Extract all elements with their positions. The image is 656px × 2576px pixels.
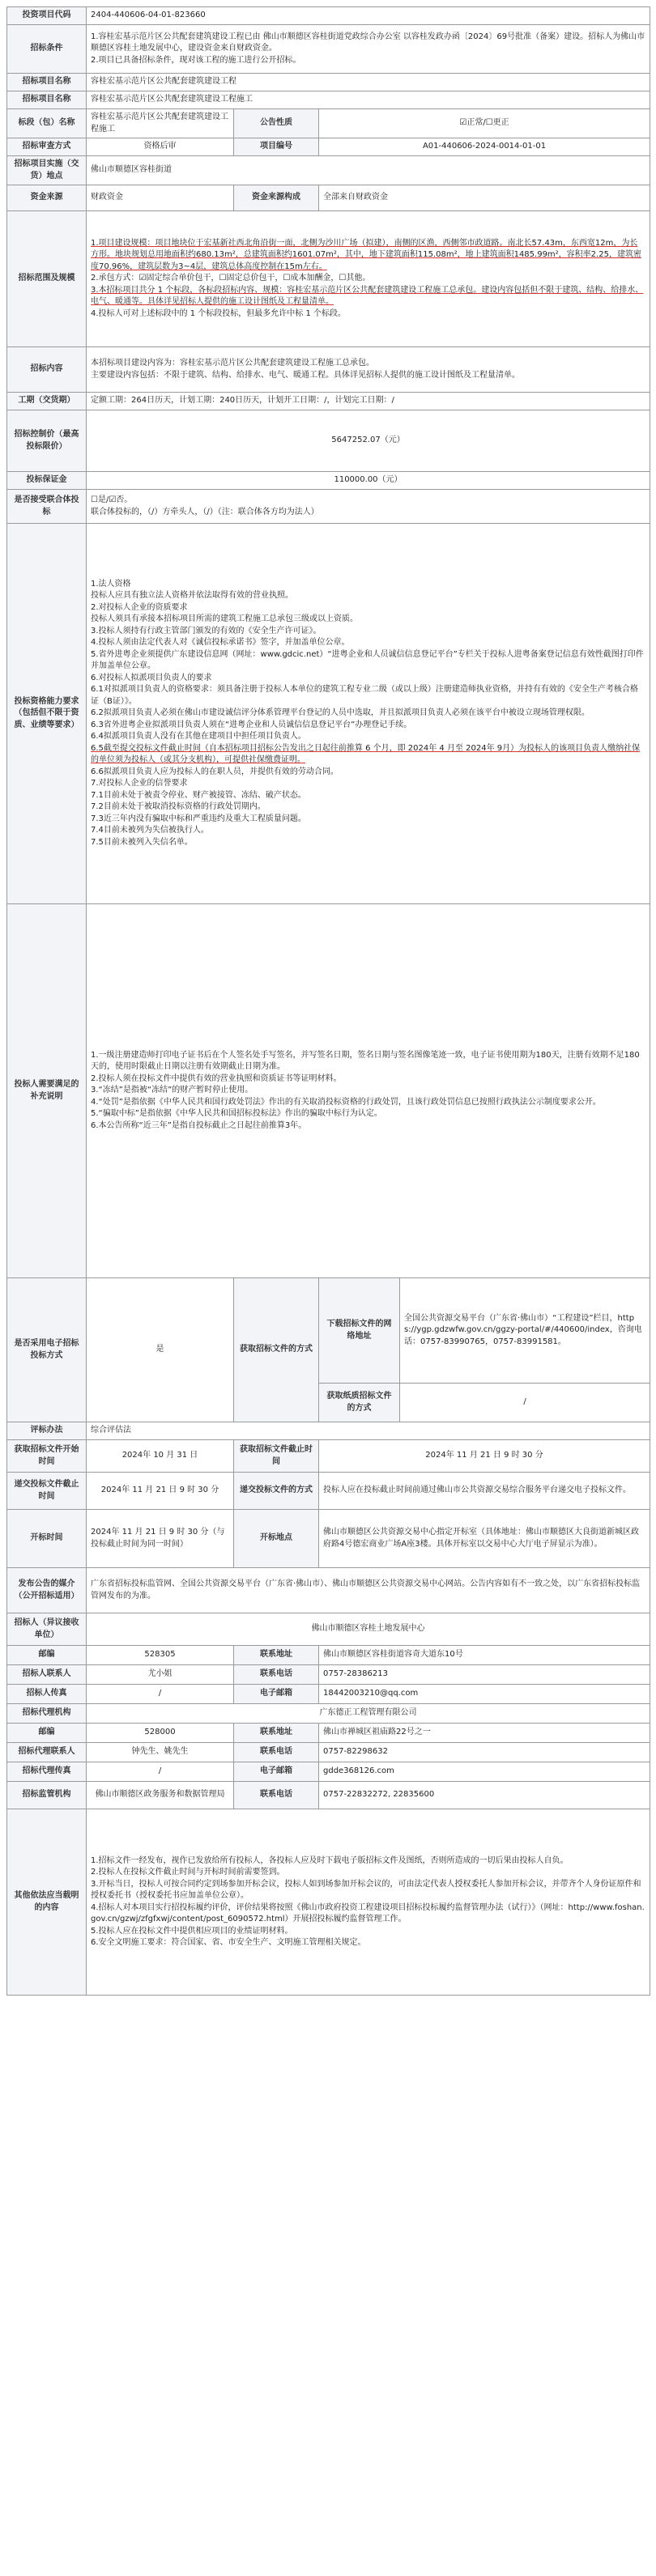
consortium-line: 联合体投标的，（/）方牵头人，（/）（注：联合体各方均为法人） (91, 507, 319, 516)
notes-label: 其他依法应当载明的内容 (7, 1809, 87, 1996)
content-label: 招标内容 (7, 347, 87, 393)
row-tenderer-post (7, 1646, 650, 1665)
notes-value (87, 1809, 650, 1996)
notes-line: 5.投标人应在投标文件中提供相应项目的业绩证明材料。 (91, 1926, 293, 1936)
agency-address-value: 佛山市禅城区祖庙路22号之一 (319, 1724, 650, 1743)
row-project-name (7, 74, 650, 91)
supervisor-phone-value: 0757-22832272, 22835600 (319, 1782, 650, 1809)
row-approval (7, 138, 650, 156)
scope-line: 2.承包方式：☑固定综合单价包干，☐固定总价包干，☐成本加酬金，☐其他。 (91, 274, 371, 283)
other-requirements-line: 5.“骗取中标”是指依据《中华人民共和国招标投标法》作出的骗取中标行为认定。 (91, 1109, 382, 1119)
row-other-requirements (7, 904, 650, 1278)
opening-place-label: 开标地点 (234, 1510, 319, 1568)
agency-phone-value: 0757-82298632 (319, 1743, 650, 1762)
agency-contact-value: 钟先生、姚先生 (87, 1743, 234, 1762)
qualification-line: 4.投标人须由法定代表人对《诚信投标承诺书》签字，并加盖单位公章。 (91, 638, 350, 648)
tenderer-mail-value[interactable]: 18442003210@qq.com (319, 1685, 650, 1704)
row-submit (7, 1473, 650, 1510)
other-requirements-label: 投标人需要满足的补充说明 (7, 904, 87, 1278)
conditions-line: 1.容桂宏基示范片区公共配套建筑建设工程已由 佛山市顺德区容桂街道党政综合办公室 以容桂发政办函〔2024〕69号批准（备案）建设。招标人为佛山市顺德区容桂土地发展中心，建设资金来自财政资金。 (91, 32, 645, 53)
other-requirements-line: 6.本公告所称“近三年”是指自投标截止之日起往前推算3年。 (91, 1120, 307, 1130)
row-content (7, 347, 650, 393)
qualification-line: 7.1目前未处于被责令停业、财产被接管、冻结、破产状态。 (91, 790, 306, 800)
doc-start-label: 获取招标文件开始时间 (7, 1440, 87, 1473)
project-number-label: 项目编号 (234, 138, 319, 156)
tenderer-mail-label: 电子邮箱 (234, 1685, 319, 1704)
scope-label: 招标范围及规模 (7, 211, 87, 347)
conditions-line: 2.项目已具备招标条件，现对该工程的施工进行公开招标。 (91, 55, 301, 65)
e-bid-label: 是否采用电子招标投标方式 (7, 1278, 87, 1422)
submit-value: 2024年 11 月 21 日 9 时 30 分 (87, 1473, 234, 1510)
agency-postcode-label: 邮编 (7, 1724, 87, 1743)
content-value (87, 347, 650, 393)
tenderer-fax-value: / (87, 1685, 234, 1704)
agency-contact-label: 招标代理联系人 (7, 1743, 87, 1762)
tenderer-value: 佛山市顺德区容桂土地发展中心 (87, 1613, 650, 1646)
row-doc-time (7, 1440, 650, 1473)
tenderer-postcode-label: 邮编 (7, 1646, 87, 1665)
agency-fax-value: / (87, 1762, 234, 1782)
conditions-label: 招标条件 (7, 25, 87, 74)
agency-label: 招标代理机构 (7, 1704, 87, 1724)
row-supervisor (7, 1782, 650, 1809)
qualification-line: 5.省外进粤企业须提供广东建设信息网（网址：www.gdcic.net）“进粤企业和人员诚信信息登记平台”专栏关于投标人进粤备案登记信息有效性截图打印件并加盖单位公章。 (91, 649, 644, 671)
qualification-line: 6.3省外进粤企业拟派项目负责人须在“进粤企业和人员诚信信息登记平台”办理登记手续。 (91, 720, 412, 729)
project-code-label: 投资项目代码 (7, 7, 87, 25)
conditions-value (87, 25, 650, 74)
notes-line: 6.安全文明施工要求：符合国家、省、市安全生产、文明施工管理相关规定。 (91, 1938, 366, 1947)
tender-name-value: 容桂宏基示范片区公共配套建筑建设工程施工 (87, 91, 650, 109)
tender-announcement (6, 6, 650, 1996)
consortium-label: 是否接受联合体投标 (7, 490, 87, 524)
funding-label: 资金来源 (7, 185, 87, 211)
bond-value: 110000.00（元） (87, 472, 650, 490)
row-duration (7, 393, 650, 410)
submit-method-value: 投标人应在投标截止时间前通过佛山市公共资源交易综合服务平台递交电子投标文件。 (319, 1473, 650, 1510)
tenderer-address-label: 联系地址 (234, 1646, 319, 1665)
scope-line: 4.投标人可对上述标段中的 1 个标段投标，但最多允许中标 1 个标段。 (91, 308, 346, 318)
qualification-line: 6.4拟派项目负责人没有在其他在建项目中担任项目负责人。 (91, 732, 306, 742)
doc-end-label: 获取招标文件截止时间 (234, 1440, 319, 1473)
row-consortium (7, 490, 650, 524)
row-agency-fax (7, 1762, 650, 1782)
consortium-value (87, 490, 650, 524)
duration-label: 工期（交货期） (7, 393, 87, 410)
qualification-line: 7.5目前未被列入失信名单。 (91, 837, 193, 847)
section-label: 标段（包）名称 (7, 109, 87, 138)
qualification-line: 2.对投标人企业的资质要求 (91, 602, 188, 612)
qualification-line: 6.2拟派项目负责人必须在佛山市建设诚信评分体系管理平台登记的人员中选取，并且拟派项目负责人必须在该平台中被设立现场管理权限。 (91, 708, 590, 718)
row-scope (7, 211, 650, 347)
section-value: 容桂宏基示范片区公共配套建筑建设工程施工 (87, 109, 234, 138)
doc-start-value: 2024年 10 月 31 日 (87, 1440, 234, 1473)
qualification-value (87, 524, 650, 904)
agency-mail-value[interactable]: gdde368126.com (319, 1762, 650, 1782)
bond-label: 投标保证金 (7, 472, 87, 490)
scope-line: 1.项目建设规模：项目地块位于宏基新社西北角沿街一面，北侧为沙川广场（拟建），南侧的区渔，西侧邻市政道路。南北长57.43m，东西宽12m，为长方形。地块规划总用地面积约680.13m²，总建筑面积约1601.07m²，其中，地下建筑面积115.08m²，地上建筑面积1485.99m²，容积率2.25，建筑密度70.96%，建筑层数为3~4层，建筑总体高度控制在15m左右。 (91, 238, 641, 271)
tender-table (6, 6, 650, 1996)
row-agency-post (7, 1724, 650, 1743)
row-notes (7, 1809, 650, 1996)
submit-label: 递交投标文件截止时间 (7, 1473, 87, 1510)
agency-address-label: 联系地址 (234, 1724, 319, 1743)
opening-place-value: 佛山市顺德区公共资源交易中心指定开标室（具体地址：佛山市顺德区大良街道新城区政府路4号德宏商业广场A座3楼。具体开标室以交易中心大厅电子屏显示为准）。 (319, 1510, 650, 1568)
paper-label: 获取纸质招标文件的方式 (319, 1384, 400, 1422)
qualification-line: 6.6拟派项目负责人应为投标人的在职人员，并提供有效的劳动合同。 (91, 767, 339, 776)
row-agency (7, 1704, 650, 1724)
row-conditions (7, 25, 650, 74)
content-line: 主要建设内容包括：不限于建筑、结构、给排水、电气、暖通工程。具体详见招标人提供的施工设计图纸及工程量清单。 (91, 370, 520, 380)
row-qualification (7, 524, 650, 904)
funding-ratio-label: 资金来源构成 (234, 185, 319, 211)
notes-line: 4.招标人对本项目实行招投标履约评价，评价结果将按照《佛山市政府投资工程建设项目招标投标履约监督管理办法（试行）》（网址：http://www.foshan.gov.cn/gzwj/zfgfxwj/content/post_6090572.html）开展招投标履约监督管理工作。 (91, 1902, 645, 1923)
row-tender-name (7, 91, 650, 109)
qualification-line: 6.1对拟派项目负责人的资格要求：须具备注册于投标人本单位的建筑工程专业二级（或以上级）注册建造师执业资格，并持有有效的《安全生产考核合格证（B证）》。 (91, 685, 638, 706)
notes-line: 2.投标人在投标文件截止时间与开标时间前需要签到。 (91, 1868, 285, 1877)
row-bond (7, 472, 650, 490)
media-label: 发布公告的媒介（公开招标适用） (7, 1568, 87, 1613)
other-requirements-value (87, 904, 650, 1278)
agency-phone-label: 联系电话 (234, 1743, 319, 1762)
tenderer-phone-label: 联系电话 (234, 1665, 319, 1685)
project-name-label: 招标项目名称 (7, 74, 87, 91)
qualification-line: 6.5截至提交投标文件截止时间（自本招标项目招标公告发出之日起往前推算 6 个月，即 2024年 4 月至 2024年 9月）为投标人的该项目负责人缴纳社保的单位须为投标人（或其分支机构），可提供社保缴费证明。 (91, 743, 641, 765)
supervisor-value: 佛山市顺德区政务服务和数据管理局 (87, 1782, 234, 1809)
other-requirements-line: 3.“冻结”是指被“冻结”的财产暂时停止使用。 (91, 1086, 253, 1095)
qualification-line: 7.3近三年内没有骗取中标和严重违约及重大工程质量问题。 (91, 814, 306, 823)
supervisor-label: 招标监管机构 (7, 1782, 87, 1809)
project-code-value: 2404-440606-04-01-823660 (87, 7, 650, 25)
control-price-label: 招标控制价（最高投标限价） (7, 410, 87, 472)
control-price-value: 5647252.07（元） (87, 410, 650, 472)
download-value[interactable]: 全国公共资源交易平台（广东省·佛山市）“工程建设”栏目，https://ygp.gdzwfw.gov.cn/ggzy-portal/#/440600/index，咨询电话：0757-83990765，0757-83991581。 (400, 1278, 650, 1384)
row-project-code (7, 7, 650, 25)
project-name-value: 容桂宏基示范片区公共配套建筑建设工程 (87, 74, 650, 91)
opening-label: 开标时间 (7, 1510, 87, 1568)
download-label: 下载招标文件的网络地址 (319, 1278, 400, 1384)
qualification-line: 投标人应具有独立法人资格并依法取得有效的营业执照。 (91, 591, 293, 601)
row-tenderer (7, 1613, 650, 1646)
opening-value: 2024年 11 月 21 日 9 时 30 分（与投标截止时间为同一时间） (87, 1510, 234, 1568)
funding-value: 财政资金 (87, 185, 234, 211)
scope-value (87, 211, 650, 347)
paper-value: / (400, 1384, 650, 1422)
qualification-line: 1.法人资格 (91, 579, 131, 589)
notes-line: 1.招标文件一经发布，视作已发放给所有投标人，各投标人应及时下载电子版招标文件及图纸，否则所造成的一切后果由投标人自负。 (91, 1855, 569, 1865)
supervisor-phone-label: 联系电话 (234, 1782, 319, 1809)
eval-label: 评标办法 (7, 1422, 87, 1440)
row-e-bid (7, 1278, 650, 1384)
qualification-line: 7.4目前未被列为失信被执行人。 (91, 826, 209, 835)
tender-name-label: 招标项目名称 (7, 91, 87, 109)
media-value: 广东省招标投标监管网、全国公共资源交易平台（广东省·佛山市）、佛山市顺德区公共资源交易中心网站。公告内容如有不一致之处，以广东省招标投标监管网发布的为准。 (87, 1568, 650, 1613)
project-number-value: A01-440606-2024-0014-01-01 (319, 138, 650, 156)
agency-postcode-value: 528000 (87, 1724, 234, 1743)
qualification-line: 6.对投标人拟派项目负责人的要求 (91, 673, 212, 682)
row-opening (7, 1510, 650, 1568)
row-funding (7, 185, 650, 211)
row-location (7, 156, 650, 185)
notice-type-value: ☑正常/☐更正 (319, 109, 650, 138)
other-requirements-line: 1.一级注册建造师打印电子证书后在个人签名处手写签名，并写签名日期，签名日期与签名图像笔迹一致，电子证书使用期为180天，注册有效期不足180天的，使用时限截止日期以注册有效期截止日期为准。 (91, 1050, 640, 1072)
qualification-label: 投标资格能力要求（包括但不限于资质、业绩等要求） (7, 524, 87, 904)
consortium-line: ☐是/☑否。 (91, 495, 133, 504)
notes-line: 3.开标当日，投标人可按合同约定到场参加开标会议，投标人如到场参加开标会议的，可由法定代表人授权委托人参加开标会议，并带齐个人身份证原件和授权委托书（授权委托书应加盖单位公章）。 (91, 1879, 641, 1900)
qualification-line: 7.2目前未处于被取消投标资格的行政处罚期内。 (91, 802, 266, 812)
location-label: 招标项目实施（交货）地点 (7, 156, 87, 185)
qualification-line: 投标人须具有承接本招标项目所需的建筑工程施工总承包三级或以上资质。 (91, 614, 358, 624)
row-tenderer-fax (7, 1685, 650, 1704)
qualification-line: 3.投标人须持有行政主管部门颁发的有效的《安全生产许可证》。 (91, 626, 322, 635)
row-section (7, 109, 650, 138)
eval-value: 综合评估法 (87, 1422, 650, 1440)
submit-method-label: 递交投标文件的方式 (234, 1473, 319, 1510)
other-requirements-line: 2.投标人须在投标文件中提供有效的营业执照和资质证书等证明材料。 (91, 1073, 342, 1083)
tenderer-contact-value: 尤小姐 (87, 1665, 234, 1685)
duration-value: 定额工期：264日历天，计划工期：240日历天，计划开工日期：/，计划完工日期：/ (87, 393, 650, 410)
tenderer-contact-label: 招标人联系人 (7, 1665, 87, 1685)
row-media (7, 1568, 650, 1613)
other-requirements-line: 4.“处罚”是指依据《中华人民共和国行政处罚法》作出的有关取消投标资格的行政处罚，且该行政处罚信息已按照行政执法公示制度要求公开。 (91, 1097, 601, 1107)
row-agency-contact (7, 1743, 650, 1762)
tenderer-fax-label: 招标人传真 (7, 1685, 87, 1704)
e-bid-value: 是 (87, 1278, 234, 1422)
content-line: 本招标项目建设内容为：容桂宏基示范片区公共配套建筑建设工程施工总承包。 (91, 359, 374, 368)
agency-value: 广东德正工程管理有限公司 (87, 1704, 650, 1724)
row-control-price (7, 410, 650, 472)
doc-end-value: 2024年 11 月 21 日 9 时 30 分 (319, 1440, 650, 1473)
approval-value: 资格后审 (87, 138, 234, 156)
approval-label: 招标审查方式 (7, 138, 87, 156)
tenderer-address-value: 佛山市顺德区容桂街道容奇大道东10号 (319, 1646, 650, 1665)
doc-method-label: 获取招标文件的方式 (234, 1278, 319, 1422)
tenderer-postcode-value: 528305 (87, 1646, 234, 1665)
qualification-line: 7.对投标人企业的信誉要求 (91, 779, 188, 789)
location-value: 佛山市顺德区容桂街道 (87, 156, 650, 185)
tenderer-label: 招标人（异议接收单位） (7, 1613, 87, 1646)
scope-line: 3.本招标项目共分 1 个标段，各标段招标内容、规模：容桂宏基示范片区公共配套建筑建设工程施工总承包。建设内容包括但不限于建筑、结构、给排水、电气、暖通等。具体详见招标人提供的施工设计图纸及工程量清单。 (91, 285, 644, 307)
funding-ratio-value: 全部来自财政资金 (319, 185, 650, 211)
row-eval (7, 1422, 650, 1440)
row-tenderer-contact (7, 1665, 650, 1685)
agency-fax-label: 招标代理传真 (7, 1762, 87, 1782)
notice-type-label: 公告性质 (234, 109, 319, 138)
tenderer-phone-value: 0757-28386213 (319, 1665, 650, 1685)
agency-mail-label: 电子邮箱 (234, 1762, 319, 1782)
